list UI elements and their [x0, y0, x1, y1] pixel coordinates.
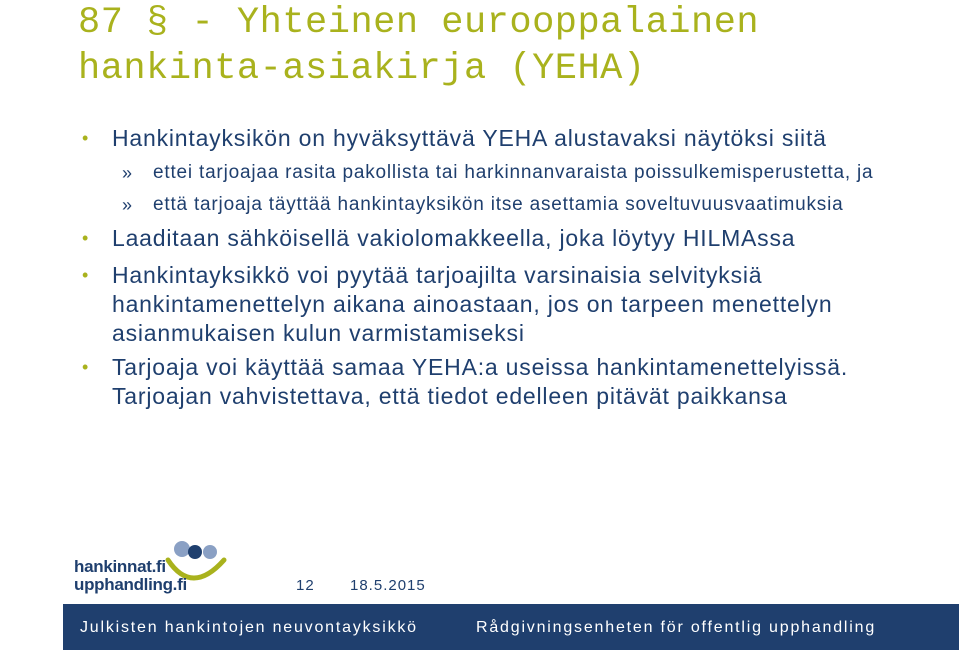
- bullet-item: [78, 353, 938, 411]
- bullet-dot-icon: •: [82, 357, 90, 377]
- hankinnat-logo: [74, 538, 254, 600]
- bullet-text: Hankintayksikön on hyväksyttävä YEHA alustavaksi näytöksi siitä: [112, 125, 827, 151]
- bullet-dot-icon: •: [82, 228, 90, 248]
- logo-line-1: hankinnat.fi: [74, 557, 166, 576]
- logo-text: [74, 558, 187, 594]
- slide-date: 18.5.2015: [350, 577, 426, 594]
- footer-right-text: Rådgivningsenheten för offentlig upphandling: [476, 619, 877, 636]
- sub-bullet-text: ettei tarjoajaa rasita pakollista tai harkinnanvaraista poissulkemisperustetta, ja: [153, 162, 874, 183]
- title-line-1: 87 § - Yhteinen eurooppalainen: [78, 2, 760, 44]
- sub-bullet-marker: »: [122, 163, 133, 183]
- bullet-list: [78, 124, 938, 411]
- bullet-text: Tarjoaja voi käyttää samaa YEHA:a useissa hankintamenettelyissä. Tarjoajan vahvistettava, että tiedot edelleen pitävät paikkansa: [112, 354, 849, 409]
- sub-bullet-item: [78, 192, 938, 218]
- bullet-dot-icon: •: [82, 128, 90, 148]
- title-line-2: hankinta-asiakirja (YEHA): [78, 48, 646, 90]
- footer-left-text: Julkisten hankintojen neuvontayksikkö: [80, 619, 418, 636]
- bullet-item: [78, 224, 938, 253]
- sub-bullet-item: [78, 160, 938, 186]
- bullet-text: Hankintayksikkö voi pyytää tarjoajilta varsinaisia selvityksiä hankintamenettelyn aikana ainoastaan, jos on tarpeen menettelyn asianmukaisen kulun varmistamiseksi: [112, 262, 833, 346]
- bullet-item: [78, 261, 938, 348]
- page-number: 12: [296, 577, 315, 594]
- slide-title: [78, 0, 948, 92]
- sub-bullet-text: että tarjoaja täyttää hankintayksikön itse asettamia soveltuvuusvaatimuksia: [153, 194, 844, 215]
- bullet-item: [78, 124, 938, 153]
- bullet-dot-icon: •: [82, 265, 90, 285]
- footer-bar: [63, 604, 959, 650]
- sub-bullet-marker: »: [122, 195, 133, 215]
- bullet-text: Laaditaan sähköisellä vakiolomakkeella, joka löytyy HILMAssa: [112, 225, 796, 251]
- logo-line-2: upphandling.fi: [74, 575, 187, 594]
